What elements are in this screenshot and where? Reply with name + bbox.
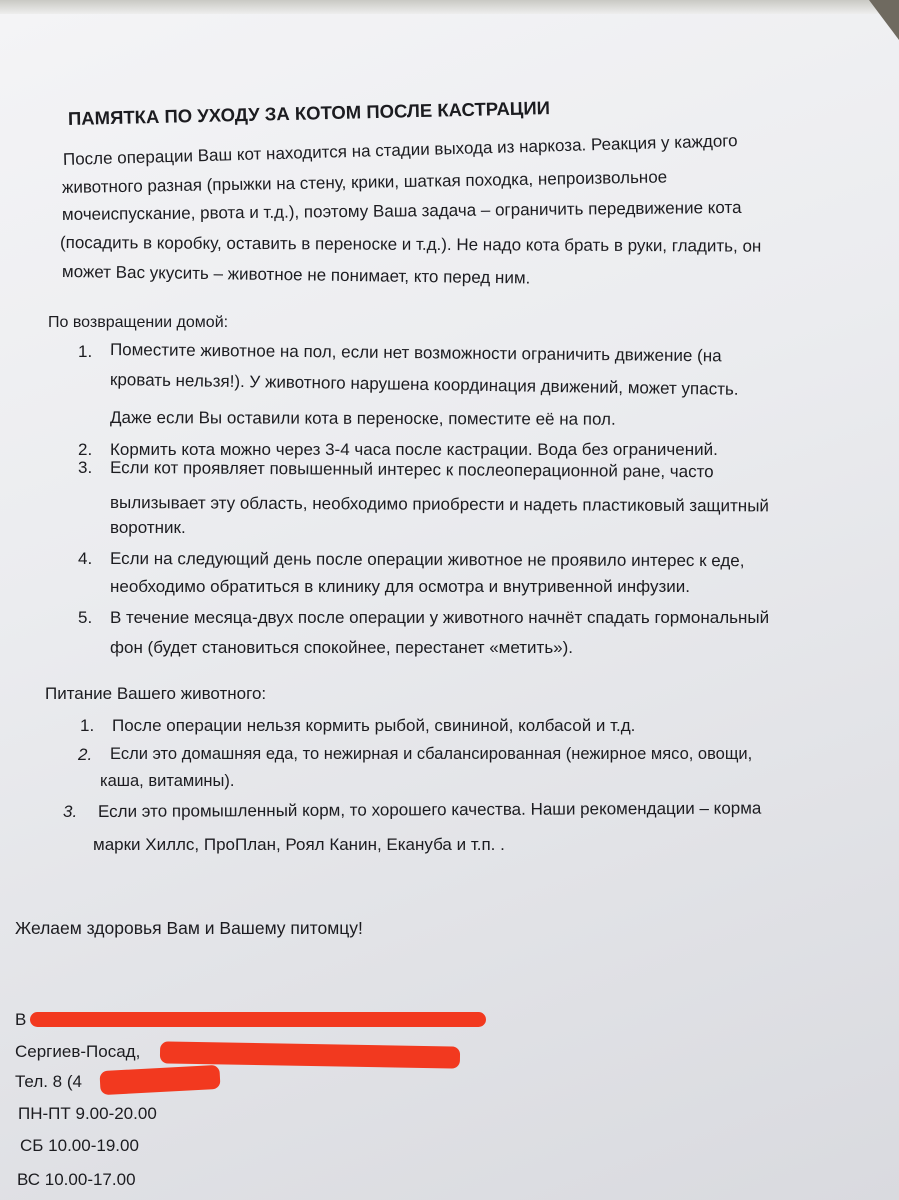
list-number: 5. — [78, 608, 93, 627]
greeting: Желаем здоровья Вам и Вашему питомцу! — [15, 918, 363, 938]
list-item: фон (будет становиться спокойнее, перестанет «метить»). — [110, 638, 574, 657]
intro-line: (посадить в коробку, оставить в переноске и т.д.). Не надо кота брать в руки, гладить, он — [59, 233, 762, 256]
list-item: кровать нельзя!). У животного нарушена координация движений, может упасть. — [109, 370, 739, 399]
list-item: Поместите животное на пол, если нет возможности ограничить движение (на — [109, 340, 722, 366]
hours-sunday: ВС 10.00-17.00 — [17, 1170, 136, 1189]
list-number: 3. — [63, 802, 78, 821]
hours-saturday: СБ 10.00-19.00 — [20, 1136, 139, 1155]
list-item: необходимо обратиться в клинику для осмотра и внутривенной инфузии. — [110, 577, 690, 596]
food-heading: Питание Вашего животного: — [45, 684, 267, 703]
list-number: 3. — [78, 458, 93, 477]
list-number: 4. — [78, 549, 93, 568]
background-corner — [869, 0, 899, 40]
redaction-clinic-name — [30, 1012, 486, 1027]
list-item: Даже если Вы оставили кота в переноске, поместите её на пол. — [109, 408, 616, 429]
list-number: 2. — [78, 745, 93, 764]
list-item: Кормить кота можно через 3-4 часа после кастрации. Вода без ограничений. — [110, 440, 718, 459]
page-title: ПАМЯТКА ПО УХОДУ ЗА КОТОМ ПОСЛЕ КАСТРАЦИИ — [67, 97, 551, 129]
list-item: В течение месяца-двух после операции у животного начнёт спадать гормональный — [110, 608, 770, 627]
intro-line: животного разная (прыжки на стену, крики, шаткая походка, непроизвольное — [61, 167, 668, 197]
list-item: После операции нельзя кормить рыбой, свининой, колбасой и т.д. — [112, 716, 636, 735]
list-number: 2. — [78, 440, 93, 459]
clinic-city: Сергиев-Посад, — [15, 1042, 141, 1061]
list-item: Если это домашняя еда, то нежирная и сбалансированная (нежирное мясо, овощи, — [110, 745, 753, 763]
list-item: Если кот проявляет повышенный интерес к послеоперационной ране, часто — [109, 458, 714, 482]
redaction-address — [160, 1041, 460, 1068]
clinic-phone: Тел. 8 (4 — [15, 1072, 82, 1091]
list-item: Если на следующий день после операции животное не проявило интерес к еде, — [109, 549, 745, 571]
list-number: 1. — [80, 716, 95, 735]
intro-line: мочеиспускание, рвота и т.д.), поэтому Ваша задача – ограничить передвижение кота — [61, 197, 742, 224]
list-item: Если это промышленный корм, то хорошего качества. Наши рекомендации – корма — [97, 798, 762, 821]
list-item: вылизывает эту область, необходимо приобрести и надеть пластиковый защитный — [109, 493, 769, 516]
list-item: марки Хиллс, ПроПлан, Роял Канин, Екануба и т.п. . — [93, 835, 505, 854]
list-item: воротник. — [110, 518, 186, 537]
intro-line: может Вас укусить – животное не понимает, кто перед ним. — [61, 262, 531, 288]
clinic-name: В — [15, 1010, 27, 1029]
intro-line: После операции Ваш кот находится на стадии выхода из наркоза. Реакция у каждого — [62, 131, 738, 169]
paper-top-edge — [0, 0, 899, 14]
redaction-phone — [99, 1065, 220, 1095]
home-heading: По возвращении домой: — [48, 314, 229, 331]
hours-weekdays: ПН-ПТ 9.00-20.00 — [18, 1104, 157, 1123]
list-number: 1. — [78, 342, 93, 361]
list-item: каша, витамины). — [100, 772, 235, 790]
